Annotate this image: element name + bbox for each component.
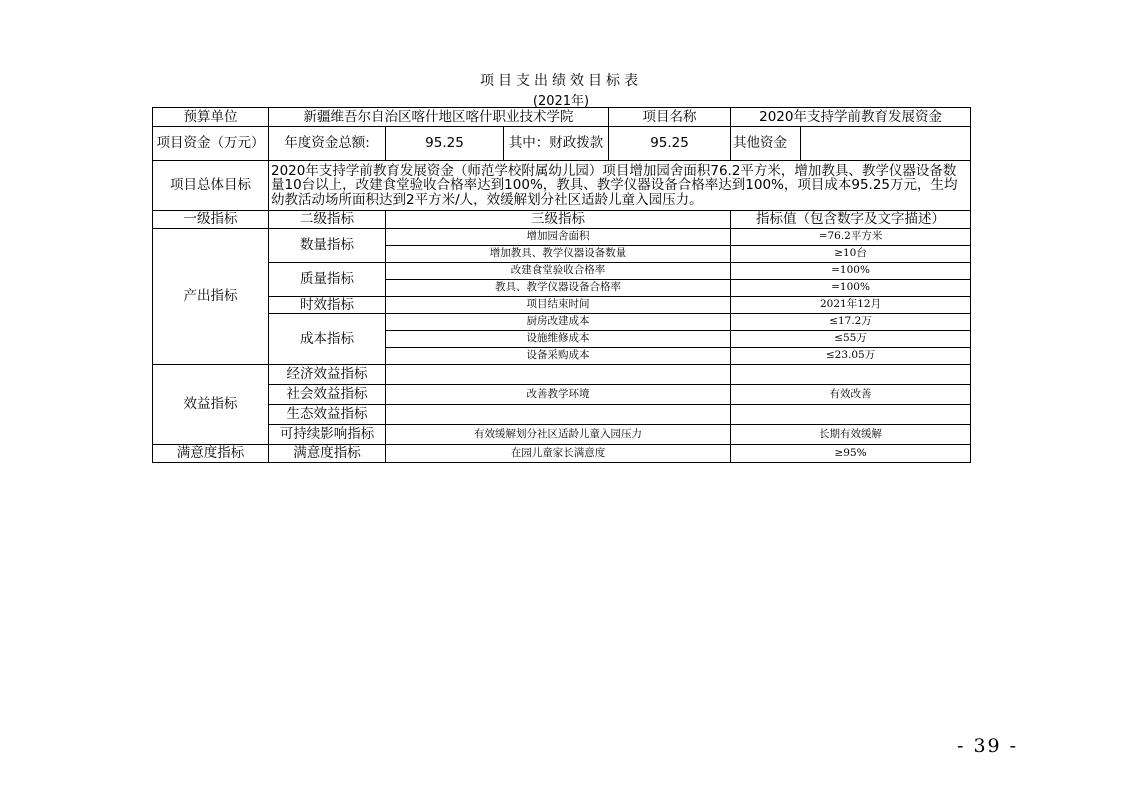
indicator-value: ≥10台 [731, 246, 971, 263]
indicator-name [386, 405, 731, 425]
budget-unit-label: 预算单位 [153, 108, 269, 127]
overall-goal-text: 2020年支持学前教育发展资金（师范学校附属幼儿园）项目增加园舍面积76.2平方米，增加教具、教学仪器设备数量10台以上，改建食堂验收合格率达到100%，教具、教学仪器设备合格率达到100%，项目成本95.25万元，生均幼教活动场所面积达到2平方米/人，效缓解划分社区适龄儿童入园压力。 [269, 161, 971, 211]
indicator-value: =100% [731, 263, 971, 280]
annual-funds-value: 95.25 [386, 127, 504, 161]
sustainable-impact-label: 可持续影响指标 [269, 425, 386, 445]
project-funds-label: 项目资金（万元） [153, 127, 269, 161]
output-indicator-label: 产出指标 [153, 229, 269, 365]
page-number: - 39 - [957, 735, 1019, 757]
indicator-name: 项目结束时间 [386, 297, 731, 314]
other-funds-label: 其他资金 [731, 127, 801, 161]
indicator-value: ≤17.2万 [731, 314, 971, 331]
indicator-name: 教具、教学仪器设备合格率 [386, 280, 731, 297]
timeliness-indicator-label: 时效指标 [269, 297, 386, 314]
indicator-value: ≤55万 [731, 331, 971, 348]
budget-unit-value: 新疆维吾尔自治区喀什地区喀什职业技术学院 [269, 108, 609, 127]
column-level2-header: 二级指标 [269, 211, 386, 229]
indicator-value [731, 365, 971, 385]
indicator-name [386, 365, 731, 385]
project-name-label: 项目名称 [609, 108, 731, 127]
indicator-value: 长期有效缓解 [731, 425, 971, 445]
indicator-name: 厨房改建成本 [386, 314, 731, 331]
column-value-header: 指标值（包含数字及文字描述） [731, 211, 971, 229]
indicator-value: =100% [731, 280, 971, 297]
economic-benefit-label: 经济效益指标 [269, 365, 386, 385]
indicator-name: 改善教学环境 [386, 385, 731, 405]
quality-indicator-label: 质量指标 [269, 263, 386, 297]
fiscal-funds-label: 其中：财政拨款 [504, 127, 609, 161]
other-funds-value [801, 127, 971, 161]
satisfaction-sub-label: 满意度指标 [269, 445, 386, 463]
indicator-value: =76.2平方米 [731, 229, 971, 246]
annual-funds-label: 年度资金总额: [269, 127, 386, 161]
ecological-benefit-label: 生态效益指标 [269, 405, 386, 425]
indicator-name: 增加园舍面积 [386, 229, 731, 246]
indicator-name: 设施维修成本 [386, 331, 731, 348]
indicator-name: 在园儿童家长满意度 [386, 445, 731, 463]
indicator-name: 有效缓解划分社区适龄儿童入园压力 [386, 425, 731, 445]
social-benefit-label: 社会效益指标 [269, 385, 386, 405]
indicator-value: 2021年12月 [731, 297, 971, 314]
page-title: 项目支出绩效目标表 [480, 73, 642, 89]
indicator-name: 改建食堂验收合格率 [386, 263, 731, 280]
satisfaction-indicator-label: 满意度指标 [153, 445, 269, 463]
page-subtitle: (2021年) [532, 94, 590, 109]
cost-indicator-label: 成本指标 [269, 314, 386, 365]
column-level1-header: 一级指标 [153, 211, 269, 229]
benefit-indicator-label: 效益指标 [153, 365, 269, 445]
quantity-indicator-label: 数量指标 [269, 229, 386, 263]
indicator-value: 有效改善 [731, 385, 971, 405]
indicator-value [731, 405, 971, 425]
project-name-value: 2020年支持学前教育发展资金 [731, 108, 971, 127]
indicator-name: 设备采购成本 [386, 348, 731, 365]
column-level3-header: 三级指标 [386, 211, 731, 229]
performance-target-table [152, 107, 971, 463]
overall-goal-label: 项目总体目标 [153, 161, 269, 211]
indicator-value: ≥95% [731, 445, 971, 463]
indicator-name: 增加教具、教学仪器设备数量 [386, 246, 731, 263]
indicator-value: ≤23.05万 [731, 348, 971, 365]
fiscal-funds-value: 95.25 [609, 127, 731, 161]
